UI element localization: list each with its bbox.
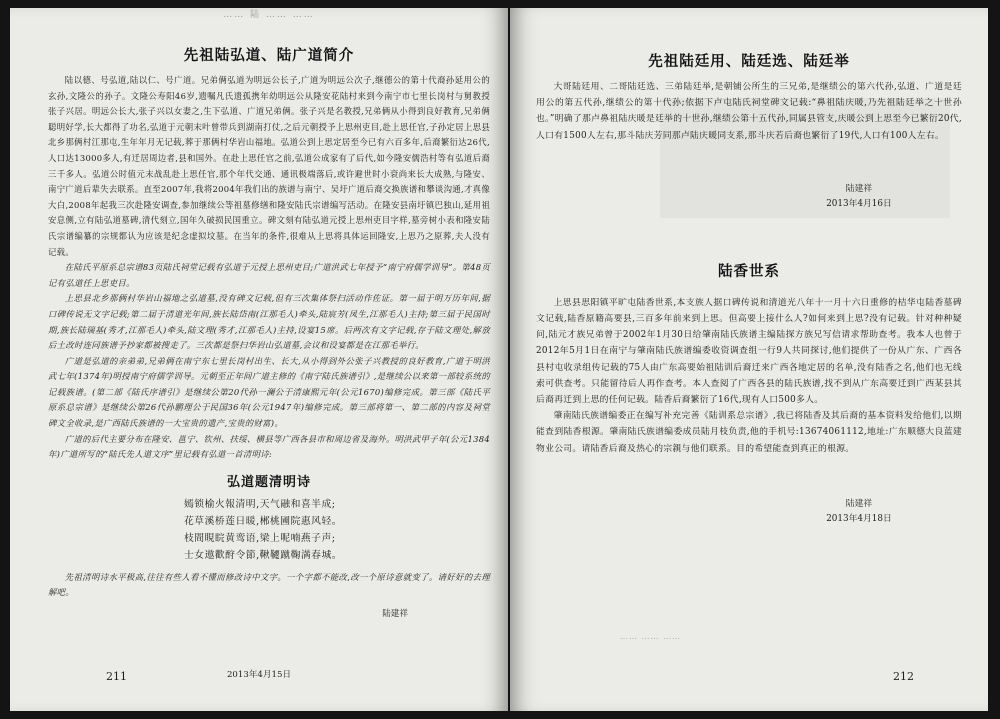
paragraph: 上思县思阳镇平旷屯陆香世系,本支族人据口碑传说和清道光八年十一月十六日重修的桔华屯陆香墓碑文记载,陆香原籍高要县,三百多年前来到上思。但高要上接什么人?如何来到上思?没有记载。针对种种疑问,陆元才族兄弟曾于2002年1月30日给肇南陆氏族谱主编陆探方族兄写信请求帮助查考。我本人也曾于2012年5月1日在南宁与肇南陆氏族谱编委收资调查组一行9人共同探讨,他们提供了一份从广东、广西各县村屯收录组传记载的75人由广东高要始祖陆训后裔迁来广西各地定居的名单,没有陆香之名,他们也无线索可供查考。只能留待后人再作查考。本人查阅了广西各县的陆氏族谱,找不到从广东高要迁到广西某县其后裔再迁到上思的任何记载。陆香后裔繁衍了16代,现有人口500多人。 bbox=[536, 297, 962, 406]
paragraph: 先祖清明诗水平极高,往往有些人看不懂而修改诗中文字。一个字都不能改,改一个原诗意就变了。请好好的去理解吧。 bbox=[48, 571, 490, 598]
poem-title: 弘道题清明诗 bbox=[226, 474, 311, 490]
signature-date: 2013年4月15日 bbox=[226, 670, 292, 680]
poem-line: 嫣锁榆火報清明,天气融和喜半成; bbox=[184, 498, 336, 510]
photo-ghost bbox=[660, 98, 950, 218]
signature-date: 2013年4月16日 bbox=[826, 198, 892, 209]
poem bbox=[184, 496, 490, 564]
poem-line: 士女遨歡酧令節,鞦韆蹴鞠满春城。 bbox=[184, 549, 343, 561]
section-title: 先祖陆廷用、陆廷选、陆廷举 bbox=[648, 54, 850, 70]
paragraph: 在陆氏平原系总宗谱83页陆氏祠堂记载有弘道于元授上思州吏目;广道洪武七年授予“南宁府儒学训导”。第48页记有弘道任上思吏目。 bbox=[48, 262, 490, 288]
poem-line: 花草溪桥莲日暖,郴桃圃院惠风轻。 bbox=[184, 515, 343, 527]
paragraph: 陆以德、号弘道,陆以仁、号广道。兄弟俩弘道为明远公长子,广道为明远公次子,继德公的第十代裔孙延用公的玄孙,文隆公的孙子。文隆公寿阳46岁,遗嘱凡氏遗孤携年幼明远公从隆安花陆村来到今南宁市七里长岗村与舅教授张子兴居。明远公长大,张子兴以女妻之,生下弘道、广道兄弟俩。张子兴是名教授,兄弟俩从小得到良好教育,兄弟俩聪明好学,长大都得了功名,弘道于元朝末叶曾带兵到湖南打仗,之后元朝授予上思州吏目,赴上思任官,子孙定居上思县北乡那俩村江那屯,生年年月无记载,葬于那俩村华岩山福地。弘道公到上思定居至今已有六百多年,后裔繁衍达26代,人口达13000多人,有迁居周边者,县和国外。在赴上思任官之前,弘道公成家有了后代,如今隆安儒浩村等有弘道后裔三千多人。弘道公时值元末战乱赴上思任官,那个年代交通、通讯极端落后,或许避世时小衰尚来长大成熟,与隆安、南宁广道后辈失去联系。直至2007年,我将2004年我们出的族谱与南宁、吴圩广道后裔交换族谱和攀谈沟通,才真像大白,2008年起我三次赴隆安调查,参加继续公等祖墓修缮和隆安陆氏宗谱编写活动。在隆安县南圩镇巴独山,延用祖安息侧,立有陆弘道墓碑,清代刻立,国年久破损民国重立。碑文刻有陆弘道元授上思州吏目字样,墓旁树小表和隆安陆氏宗谱编纂的宗规都认为应该是纪念虚拟坟墓。在当年的条件,很难从上思将具体运回隆安,上思乃之原葬,夫人没有记载。 bbox=[48, 75, 490, 257]
faint-footer: …… …… …… bbox=[620, 632, 682, 641]
signature-name: 陆建祥 bbox=[382, 609, 408, 620]
paragraph: 广道是弘道的亲弟弟,兄弟俩在南宁东七里长岗村出生、长大,从小得到外公张子兴教授的良好教育,广道于明洪武七年(1374年)明授南宁府儒学训导。元朝至正年间广道主修的《南宁陆氏族谱引》,是继续公以来第一部较系统的记载族谱。(第二部《陆氏序谱引》是继续公第20代孙一澜公于清康熙元年(公元1670)编修完成。第三部《陆氏平原系总宗谱》是继续公第26代孙鹏理公于民国36年(公元1947年)编修完成。第三部将第一、第二部的内容及祠堂碑文全收录,是广西陆氏族谱的一大宝贵的遗产,宝贵的财富)。 bbox=[48, 355, 490, 429]
signature-name: 陆建祥 bbox=[845, 498, 873, 509]
page-number: 212 bbox=[893, 670, 914, 683]
paragraph: 肇南陆氏族谱编委正在编写补充完善《陆训系总宗谱》,我已将陆香及其后裔的基本资料发给他们,以期能查到陆香根源。肇南陆氏族谱编委成员陆月枝负责,他的手机号:13674061112,地址:广东顺德大良蓝建物业公司。请陆香后裔及热心的宗親与他们联系。目的希望能查到真正的根源。 bbox=[536, 411, 962, 454]
signature-date: 2013年4月18日 bbox=[826, 513, 892, 524]
page-number: 211 bbox=[106, 670, 127, 683]
signature-name: 陆建祥 bbox=[845, 183, 873, 194]
poem-line: 枝間睍睆黄鸾语,梁上呢喃燕子声; bbox=[184, 532, 336, 544]
paragraph: 大哥陆廷用、二哥陆廷选、三弟陆廷举,是朝铺公所生的三兄弟,是继绩公的第六代孙,弘道、广道是廷用公的第五代孙,继绩公的第十代孙;依据下卢屯陆氏祠堂碑文记载:“鼻祖陆庆暖,乃先祖陆廷举之十世孙也。”明确了那卢鼻祖陆庆暖是廷举的十世孙,继绩公第十五代孙,同属县管支,庆暖公到上思至今已繁衍20代,人口有1500人左右,那斗陆庆芳同那卢陆庆暖同支系,那斗庆若后裔也繁衍了19代,人口有100人左右。 bbox=[536, 82, 962, 141]
running-head: …… 陆 …… …… bbox=[223, 10, 315, 20]
paragraph: 广道的后代主要分布在隆安、邕宁、钦州、扶绥、横县等广西各县市和周边省及海外。明洪武甲子年(公元1384年)广道所写的“陆氏先人道文序”里记载有弘道一首清明诗: bbox=[48, 433, 490, 460]
section-title: 陆香世系 bbox=[718, 263, 780, 280]
paragraph: 上思县北乡那俩村华岩山福地之弘道墓,没有碑文记载,但有三次集体祭扫活动作佐证。第一届于明万历年间,据口碑传说无文字记载;第二届于清道光年间,族长陆岱南(江那毛人)牵头,陆宸芳(凤生,江那毛人)主持;第三届于民国时期,族长陆瑞基(秀才,江那毛人)牵头,陆文理(秀才,江那毛人)主持,设宴15席。后两次有文字记载,存于陆文理处,解放后土改时连同族谱予抄家都被搜走了。三次都是祭扫华岩山弘道墓,会议和设宴都是在江那毛举行。 bbox=[48, 293, 490, 351]
page-title: 先祖陆弘道、陆广道简介 bbox=[183, 48, 355, 64]
right-page bbox=[510, 8, 988, 711]
left-page bbox=[10, 8, 508, 711]
